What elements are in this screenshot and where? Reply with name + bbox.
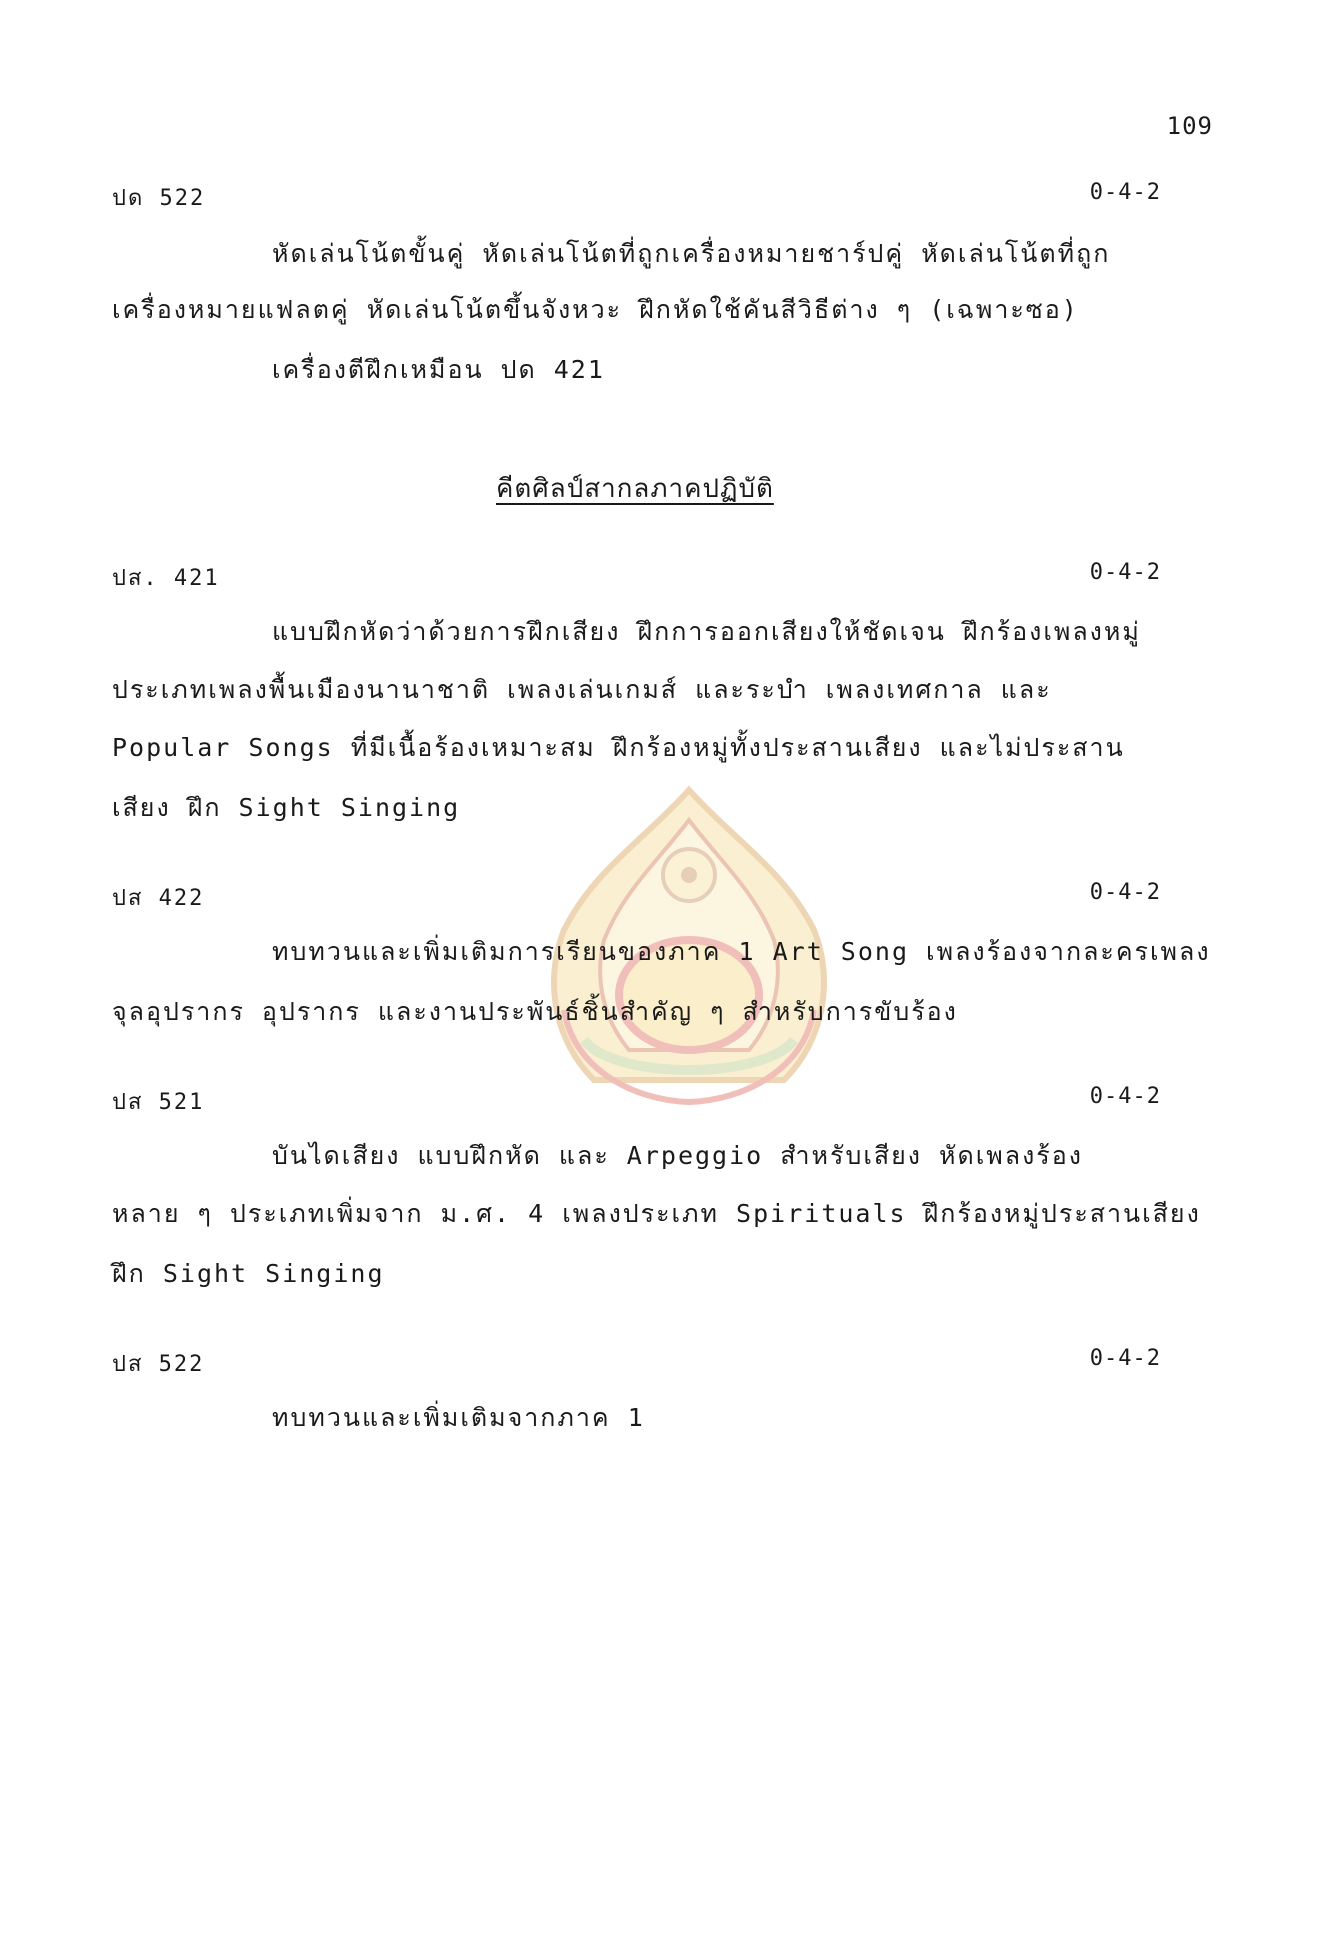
course-description-line: ประเภทเพลงพื้นเมืองนานาชาติ เพลงเล่นเกมส์ และระบำ เพลงเทศกาล และ: [112, 675, 1052, 704]
course-credits: 0-4-2: [1089, 880, 1161, 905]
course-credits: 0-4-2: [1089, 1346, 1161, 1371]
section-heading: คีตศิลป์สากลภาคปฏิบัติ: [496, 474, 774, 504]
course-description-line: แบบฝึกหัดว่าด้วยการฝึกเสียง ฝึกการออกเสียงให้ชัดเจน ฝึกร้องเพลงหมู่: [272, 617, 1141, 646]
page-number: 109: [1166, 112, 1213, 140]
course-description-line: เครื่องหมายแฟลตคู่ หัดเล่นโน้ตขึ้นจังหวะ ฝึกหัดใช้คันสีวิธีต่าง ๆ (เฉพาะซอ): [112, 295, 1079, 324]
course-code: ปส 522: [112, 1352, 205, 1377]
course-description-line: เครื่องตีฝึกเหมือน ปด 421: [272, 355, 605, 384]
course-description-line: ทบทวนและเพิ่มเติมการเรียนของภาค 1 Art Song เพลงร้องจากละครเพลง: [272, 937, 1211, 966]
course-description-line: จุลอุปรากร อุปรากร และงานประพันธ์ชิ้นสำคัญ ๆ สำหรับการขับร้อง: [112, 997, 958, 1026]
course-code: ปด 522: [112, 186, 206, 211]
course-code: ปส. 421: [112, 566, 220, 591]
course-description-line: ทบทวนและเพิ่มเติมจากภาค 1: [272, 1403, 645, 1432]
course-credits: 0-4-2: [1089, 1084, 1161, 1109]
course-description-line: บันไดเสียง แบบฝึกหัด และ Arpeggio สำหรับเสียง หัดเพลงร้อง: [272, 1141, 1083, 1170]
course-description-line: หัดเล่นโน้ตขั้นคู่ หัดเล่นโน้ตที่ถูกเครื่องหมายชาร์ปคู่ หัดเล่นโน้ตที่ถูก: [272, 239, 1111, 268]
course-code: ปส 521: [112, 1090, 205, 1115]
course-description-line: เสียง ฝึก Sight Singing: [112, 793, 461, 822]
course-description-line: Popular Songs ที่มีเนื้อร้องเหมาะสม ฝึกร้องหมู่ทั้งประสานเสียง และไม่ประสาน: [112, 733, 1125, 762]
course-description-line: หลาย ๆ ประเภทเพิ่มจาก ม.ศ. 4 เพลงประเภท Spirituals ฝึกร้องหมู่ประสานเสียง: [112, 1199, 1201, 1228]
course-credits: 0-4-2: [1089, 180, 1161, 205]
course-credits: 0-4-2: [1089, 560, 1161, 585]
course-description-line: ฝึก Sight Singing: [112, 1259, 385, 1288]
course-code: ปส 422: [112, 886, 205, 911]
